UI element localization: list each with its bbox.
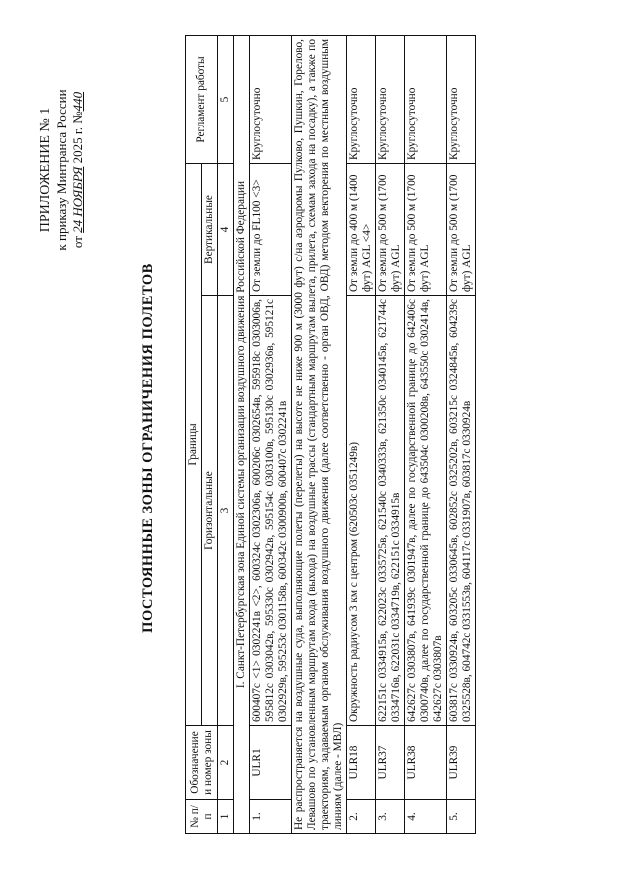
horizontal-bounds: 600407с <1> 0302241в <2>, 600324с 0302306в, 600206с 0302654в, 595918с 0303006в, 595812с 0303042в, 595330с 0302942в, 595154с 0303100в, 595130с 0302936в, 595121с 0302929в, 595253с 0301158в, 600342с 0300900в, 600407с 0302241в [250, 296, 292, 726]
annex-header [38, 70, 86, 270]
vertical-bounds: От земли до 500 м (1700 фут) AGL [405, 164, 447, 296]
header-boundaries: Границы [186, 164, 202, 726]
col-number: 1 [218, 800, 234, 834]
section-row [234, 36, 250, 834]
note-row [292, 36, 347, 834]
row-num: 4. [405, 800, 447, 834]
header-vertical: Вертикальные [202, 164, 218, 296]
horizontal-bounds: Окружность радиусом 3 км с центром (620503с 0351249в) [347, 296, 376, 726]
row-num: 1. [250, 800, 292, 834]
annex-date: от 24 НОЯБРЯ 2025 г. №440 [70, 91, 85, 249]
regime: Круглосуточно [405, 36, 447, 164]
vertical-bounds: От земли до 400 м (1400 фут) AGL <4> [347, 164, 376, 296]
zone-id: ULR38 [405, 726, 447, 800]
horizontal-bounds: 622151с 0334915в, 622023с 0335725в, 621540с 0340333в, 621350с 0340145в, 621744с 0334716в, 622031с 0334719в, 622151с 0334915в [376, 296, 405, 726]
column-numbers-row [218, 36, 234, 834]
table-row [376, 36, 405, 834]
col-number: 4 [218, 164, 234, 296]
handwritten-date: 24 НОЯБРЯ [70, 166, 85, 233]
zone-id: ULR37 [376, 726, 405, 800]
zone-note: Не распространяется на воздушные суда, выполняющие полеты (перелеты) на высоте не ниже 900 м (3000 фут) с/на аэродромы Пулково, Пушкин, Горелово, Левашово по установленным маршрутам входа (выхода) на воздушные трассы (стандартным маршрутам вылета, прилета, схемам захода на посадку), а также по траекториям, задаваемым органом обслуживания воздушного движения (далее соответственно - орган ОВД, ОВД) методом векторения по местным воздушным линиям (далее - МВЛ) [292, 36, 347, 834]
header-horizontal: Горизонтальные [202, 296, 218, 726]
col-number: 3 [218, 296, 234, 726]
header-regulation: Регламент работы [186, 36, 218, 164]
horizontal-bounds: 603817с 0330924в, 603205с 0330645в, 602852с 0325202в, 603215с 0324845в, 604239с 0325528в, 604742с 0331553в, 604117с 0331907в, 603817с 0330924в [447, 296, 476, 726]
table-row [347, 36, 376, 834]
col-number: 2 [218, 726, 234, 800]
row-num: 2. [347, 800, 376, 834]
horizontal-bounds: 642627с 0303807в, 641939с 0301947в, далее по государственной границе до 642406с 0300740в, далее по государственной границе до 643504с 0300208в, 643550с 0302414в, 642627с 0303807в [405, 296, 447, 726]
section-title: I. Санкт-Петербургская зона Единой системы организации воздушного движения Российской Федерации [234, 36, 250, 834]
regime: Круглосуточно [347, 36, 376, 164]
vertical-bounds: От земли до 500 м (1700 фут) AGL [376, 164, 405, 296]
regime: Круглосуточно [376, 36, 405, 164]
vertical-bounds: От земли до FL100 <3> [250, 164, 292, 296]
annex-number: ПРИЛОЖЕНИЕ № 1 [38, 107, 53, 233]
header-row [186, 36, 202, 834]
header-num: № п/п [186, 800, 218, 834]
header-designation: Обозначение и номер зоны [186, 726, 218, 800]
zone-id: ULR39 [447, 726, 476, 800]
regime: Круглосуточно [250, 36, 292, 164]
annex-order: к приказу Минтранса России [54, 89, 69, 251]
vertical-bounds: От земли до 500 м (1700 фут) AGL [447, 164, 476, 296]
zones-table [185, 35, 476, 834]
page-title: ПОСТОЯННЫЕ ЗОНЫ ОГРАНИЧЕНИЯ ПОЛЕТОВ [140, 263, 156, 633]
zone-id: ULR1 [250, 726, 292, 800]
col-number: 5 [218, 36, 234, 164]
table-row [405, 36, 447, 834]
table-row [250, 36, 292, 834]
row-num: 3. [376, 800, 405, 834]
row-num: 5. [447, 800, 476, 834]
regime: Круглосуточно [447, 36, 476, 164]
zone-id: ULR18 [347, 726, 376, 800]
table-row [447, 36, 476, 834]
handwritten-number: 440 [70, 91, 85, 112]
